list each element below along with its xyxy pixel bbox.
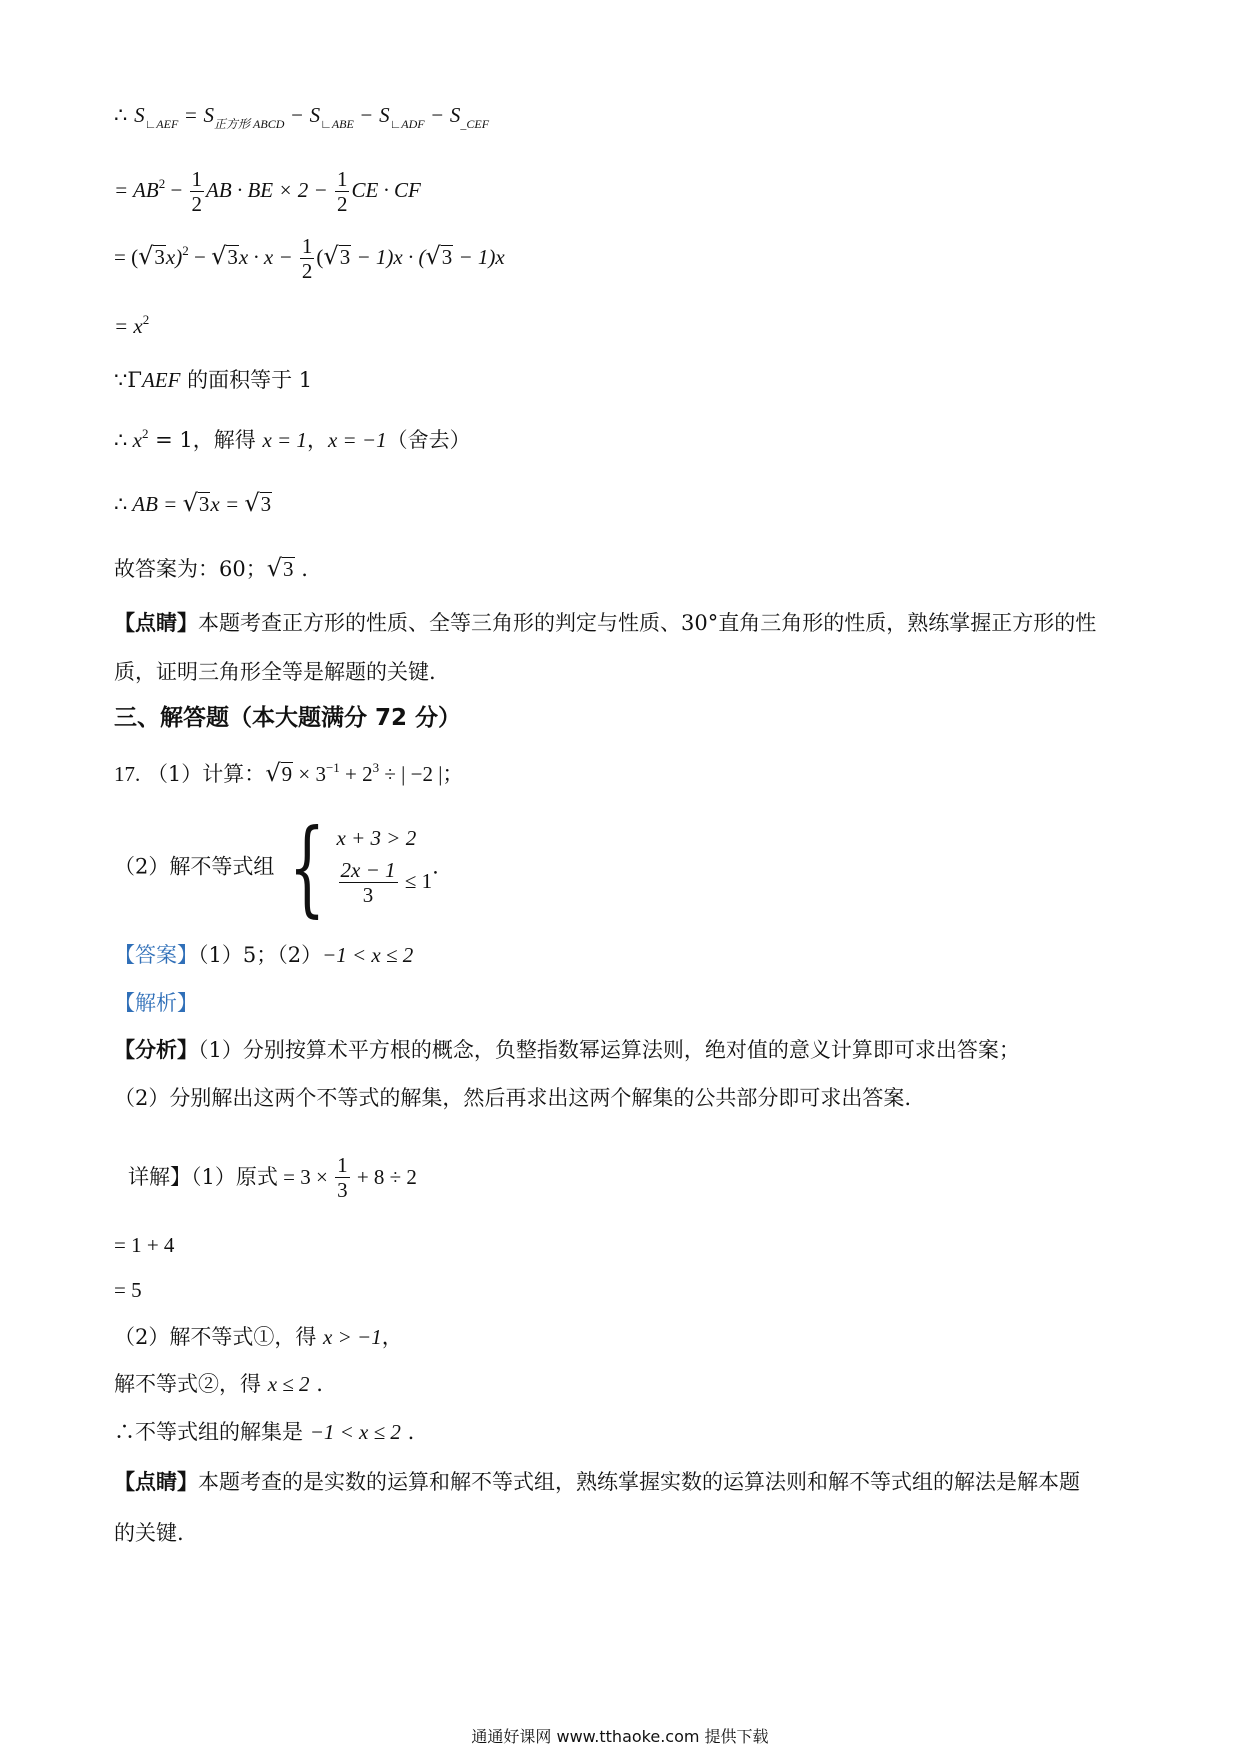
sqrt-3: √ 3: [266, 554, 294, 583]
formula-step-3: = $x^2$: [114, 312, 150, 338]
dianjing-note-2-cont: 的关键.: [114, 1521, 184, 1545]
step-sum: = 1 + 4: [114, 1233, 175, 1257]
sqrt-3: √ 3: [323, 242, 351, 271]
analysis-2: （2）分别解出这两个不等式的解集，然后再求出这两个解集的公共部分即可求出答案.: [114, 1086, 912, 1110]
footer-source: 通通好课网 www.tthaoke.com 提供下载: [471, 1727, 769, 1746]
inequality-1-solution: （2）解不等式①，得 x > −1，: [114, 1325, 403, 1349]
because-line: ∵ΓAEF 的面积等于 1: [114, 368, 313, 392]
dianjing-note-2: 【点睛】本题考查的是实数的运算和解不等式组，熟练掌握实数的运算法则和解不等式组的解法是解本题: [114, 1470, 1080, 1494]
inequality-2-solution: 解不等式②，得 x ≤ 2 .: [114, 1372, 323, 1396]
ab-line: ∴ AB = √ 3 x = √ 3: [114, 489, 272, 518]
sqrt-3: √ 3: [425, 242, 453, 271]
fraction-half: $\frac{1}{2}$: [301, 234, 313, 284]
formula-step-2: = ( √ 3 x)$^2$ − √ 3 x · x − $\frac{1}{2}$ ( √ 3 − 1)x · ( √ 3 − 1)x: [114, 234, 505, 284]
sqrt-3: √ 3: [182, 489, 210, 518]
step-result: = 5: [114, 1278, 142, 1302]
sqrt-9: √ 9: [265, 759, 293, 788]
dianjing-note-1-cont: 质，证明三角形全等是解题的关键.: [114, 660, 436, 684]
sqrt-3: √ 3: [138, 242, 165, 271]
inequality-system: { x + 3 > 2 $\frac{2x - 1}{3}$ ≤ 1: [289, 806, 433, 928]
s-symbol: S: [134, 103, 145, 127]
analysis-heading: 【解析】: [114, 991, 198, 1015]
solution-set: ∴不等式组的解集是 −1 < x ≤ 2 .: [114, 1420, 415, 1444]
detail-solution: 详解】（1）原式 = 3 × $\frac{1}{3}$ + 8 ÷ 2: [128, 1153, 417, 1203]
solve-line: ∴ $x^2 = 1$，解得 x = 1，x = −1（舍去）: [114, 426, 471, 452]
fraction-half: $\frac{1}{2}$: [191, 167, 203, 217]
question-17-part-2: （2）解不等式组 { x + 3 > 2 $\frac{2x - 1}{3}$ ≤ 1 .: [114, 806, 439, 928]
fraction: $\frac{2x - 1}{3}$: [340, 857, 396, 907]
answer-line: 故答案为：60； √ 3 .: [114, 554, 308, 583]
fraction-third: $\frac{1}{3}$: [337, 1153, 348, 1203]
formula-area-aef: ∴ $S_{∟AEF} = S_{正方形 ABCD} - S_{∟ABE} - S_{∟ADF} - S_{\_CEF}$: [114, 103, 490, 131]
dianjing-note-1: 【点睛】本题考查正方形的性质、全等三角形的判定与性质、30°直角三角形的性质，熟练掌握正方形的性: [114, 611, 1097, 635]
analysis-1: 【分析】（1）分别按算术平方根的概念，负整指数幂运算法则，绝对值的意义计算即可求出答案；: [114, 1038, 1020, 1062]
sqrt-3: √ 3: [211, 242, 238, 271]
subscript: ∟AEF: [144, 117, 179, 131]
section-heading: 三、解答题（本大题满分 72 分）: [114, 705, 462, 731]
left-brace: {: [289, 806, 326, 928]
answer: 【答案】（1）5；（2）−1 < x ≤ 2: [114, 943, 414, 967]
fraction-half: $\frac{1}{2}$: [336, 167, 348, 217]
formula-step-1: = $AB^2$ − $\frac{1}{2}$ AB · BE × 2 − $\frac{1}{2}$ CE · CF: [114, 167, 421, 217]
sqrt-3: √ 3: [244, 489, 272, 518]
question-17-part-1: 17. （1）计算： √ 9 × $3^{-1} + 2^3$ ÷ | −2 |；: [114, 759, 464, 788]
